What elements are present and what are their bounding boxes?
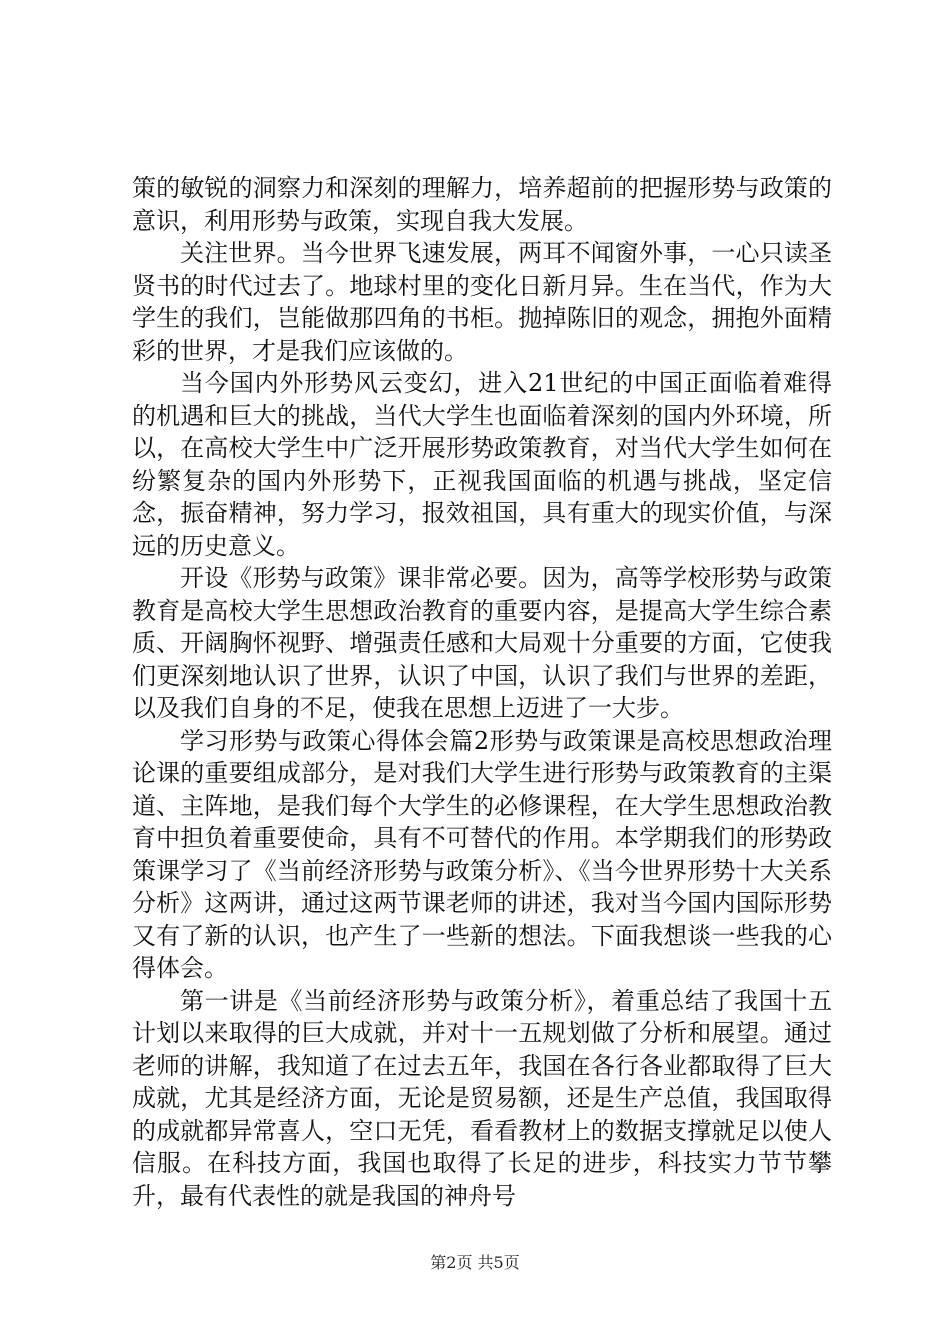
document-body (132, 172, 832, 1212)
page-number-footer: 第2页 共5页 (430, 1253, 520, 1272)
paragraph-situation: 当今国内外形势风云变幻，进入21世纪的中国正面临着难得的机遇和巨大的挑战，当代大学生也面临着深刻的国内外环境，所以，在高校大学生中广泛开展形势政策教育，对当代大学生如何在纷繁复杂的国内外形势下，正视我国面临的机遇与挑战，坚定信念，振奋精神，努力学习，报效祖国，具有重大的现实价值，与深远的历史意义。 (132, 369, 832, 560)
paragraph-first-lecture: 第一讲是《当前经济形势与政策分析》，着重总结了我国十五计划以来取得的巨大成就，并对十一五规划做了分析和展望。通过老师的讲解，我知道了在过去五年，我国在各行各业都取得了巨大成就，尤其是经济方面，无论是贸易额，还是生产总值，我国取得的成就都异常喜人，空口无凭，看看教材上的数据支撑就足以使人信服。在科技方面，我国也取得了长足的进步，科技实力节节攀升，最有代表性的就是我国的神舟号 (132, 986, 832, 1210)
paragraph-world: 关注世界。当今世界飞速发展，两耳不闻窗外事，一心只读圣贤书的时代过去了。地球村里的变化日新月异。生在当代，作为大学生的我们，岂能做那四角的书柜。抛掉陈旧的观念，拥抱外面精彩的世界，才是我们应该做的。 (132, 239, 832, 365)
paragraph-essay-2: 学习形势与政策心得体会篇2形势与政策课是高校思想政治理论课的重要组成部分，是对我们大学生进行形势与政策教育的主渠道、主阵地，是我们每个大学生的必修课程，在大学生思想政治教育中担负着重要使命，具有不可替代的作用。本学期我们的形势政策课学习了《当前经济形势与政策分析》、《当今世界形势十大关系分析》这两讲，通过这两节课老师的讲述，我对当今国内国际形势又有了新的认识，也产生了一些新的想法。下面我想谈一些我的心得体会。 (132, 726, 832, 982)
paragraph-continuation: 策的敏锐的洞察力和深刻的理解力，培养超前的把握形势与政策的意识，利用形势与政策，实现自我大发展。 (132, 174, 832, 235)
paragraph-course-necessity: 开设《形势与政策》课非常必要。因为，高等学校形势与政策教育是高校大学生思想政治教育的重要内容，是提高大学生综合素质、开阔胸怀视野、增强责任感和大局观十分重要的方面，它使我们更深刻地认识了世界，认识了中国，认识了我们与世界的差距，以及我们自身的不足，使我在思想上迈进了一大步。 (132, 564, 832, 722)
